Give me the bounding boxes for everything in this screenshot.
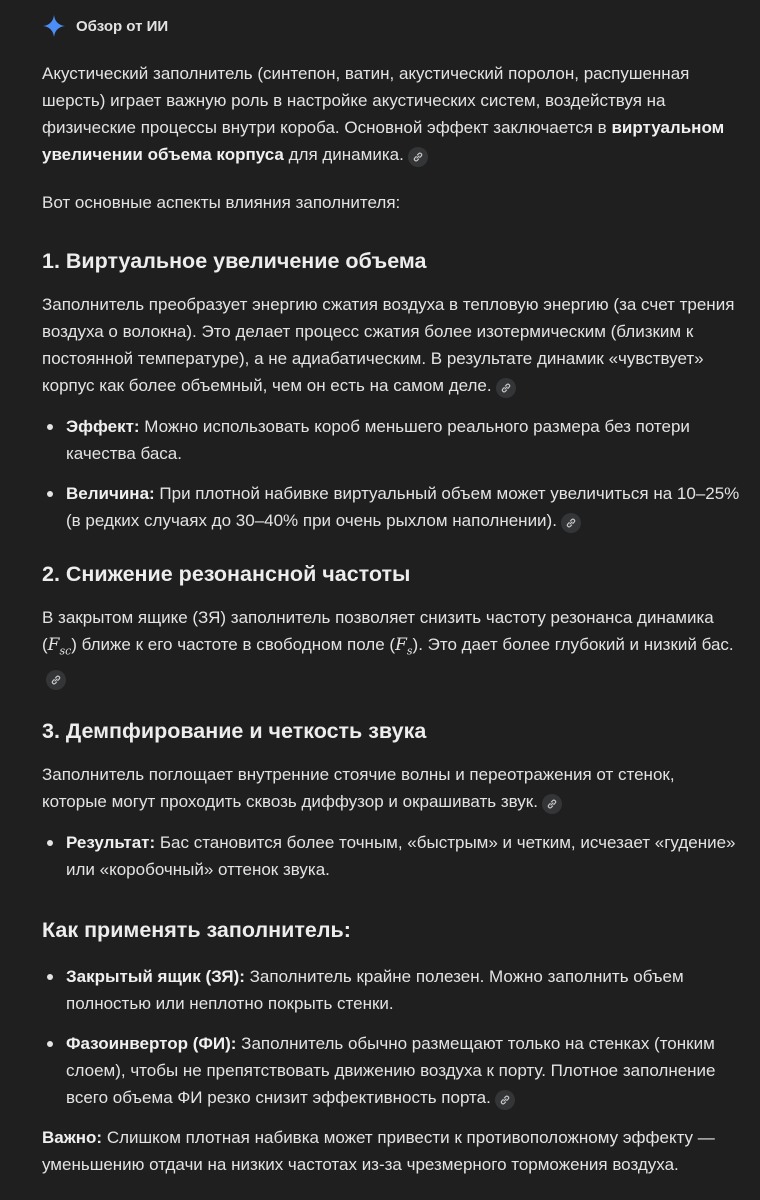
bullet-text: Можно использовать короб меньшего реального размера без потери качества баса. [66,417,690,463]
list-item [42,829,740,883]
section2-text: В закрытом ящике (ЗЯ) заполнитель позволяет снизить частоту резонанса динамика ( [42,608,714,654]
sparkle-icon [42,14,66,38]
ai-overview-header [42,0,740,52]
section1-text: Заполнитель преобразует энергию сжатия воздуха в тепловую энергию (за счет трения воздуха о волокна). Это делает процесс сжатия более изотермическим (близким к постоянной температуре), а не адиабатическим. В результате динамик «чувствует» корпус как более объемный, чем он есть на самом деле. [42,295,735,395]
bullet-label: Фазоинвертор (ФИ): [66,1034,237,1054]
source-link-icon[interactable] [496,378,516,398]
math-fsc [47,635,72,658]
bullet-label: Величина: [66,484,155,503]
math-fsc-base: F [47,635,60,655]
list-item [42,480,740,534]
bullet-label: Закрытый ящик (ЗЯ): [66,967,245,987]
section2-text: ). Это дает более глубокий и низкий бас. [412,635,734,654]
bullet-text: Бас становится более точным, «быстрым» и четким, исчезает «гудение» или «коробочный» оттенок звука. [66,833,736,880]
source-link-icon[interactable] [408,147,428,167]
section-heading-3: 3. Демпфирование и четкость звука [42,719,427,744]
section4-list [42,963,740,1111]
math-fs-base: F [395,635,407,655]
section2-paragraph [42,604,740,691]
bullet-label: Эффект: [66,417,140,436]
section3-list [42,829,740,883]
aspects-intro: Вот основные аспекты влияния заполнителя: [42,193,401,212]
source-link-icon[interactable] [495,1090,515,1110]
section1-list [42,413,740,534]
section-heading-4: Как применять заполнитель: [42,918,351,943]
important-label: Важно: [42,1128,103,1148]
bullet-text: Заполнитель крайне полезен. Можно заполнить объем полностью или неплотно покрыть стенки. [66,967,684,1014]
intro-paragraph [42,60,740,168]
source-link-icon[interactable] [542,794,562,814]
list-item [42,1030,740,1111]
section3-paragraph [42,761,740,815]
math-fs-sub: s [406,644,413,658]
section1-paragraph [42,291,740,399]
math-fs [395,635,413,658]
section3-text: Заполнитель поглощает внутренние стоячие волны и переотражения от стенок, которые могут проходить сквозь диффузор и окрашивать звук. [42,765,675,812]
section-heading-2: 2. Снижение резонансной частоты [42,562,411,586]
ai-overview-title: Обзор от ИИ [76,17,169,35]
bullet-label: Результат: [66,833,156,853]
bullet-text: При плотной набивке виртуальный объем может увеличиться на 10–25% (в редких случаях до 30–40% при очень рыхлом наполнении). [66,484,740,530]
intro-bold: виртуальном увеличении объема корпуса [42,118,725,164]
section-heading-1: 1. Виртуальное увеличение объема [42,249,427,273]
bullet-text: Заполнитель обычно размещают только на стенках (тонким слоем), чтобы не препятствовать движению воздуха к порту. Плотное заполнение всего объема ФИ резко снизит эффективность порта. [66,1034,716,1108]
important-note [42,1124,740,1178]
important-text: Слишком плотная набивка может привести к противоположному эффекту — уменьшению отдачи на низких частотах из-за чрезмерного торможения воздуха. [42,1128,715,1175]
math-fsc-sub: sc [59,644,72,658]
list-item [42,963,740,1017]
list-item [42,413,740,467]
intro-text: Акустический заполнитель (синтепон, ватин, акустический поролон, распушенная шерсть) играет важную роль в настройке акустических систем, воздействуя на физические процессы внутри короба. Основной эффект заключается в [42,64,690,137]
source-link-icon[interactable] [46,670,66,690]
intro-text-end: для динамика. [283,145,404,164]
source-link-icon[interactable] [561,513,581,533]
section2-text: ) ближе к его частоте в свободном поле ( [71,635,396,654]
